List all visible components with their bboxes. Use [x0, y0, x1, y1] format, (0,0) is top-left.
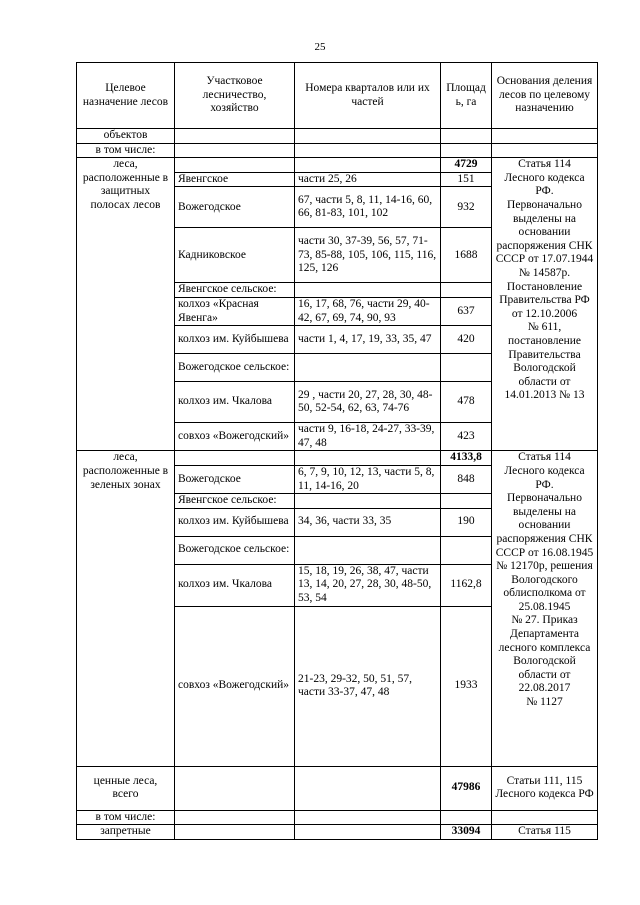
- area-cell: [441, 354, 492, 382]
- header-area: Площадь, га: [441, 63, 492, 129]
- forestry-cell: Явенгское сельское:: [175, 283, 295, 298]
- quarters-cell: части 1, 4, 17, 19, 33, 35, 47: [295, 326, 441, 354]
- protective-basis: Статья 114 Лесного кодекса РФ. Первоначально выделены на основании распоряжения СНК СССР от 17.07.1944 № 14587р. Постановление Правительства РФ от 12.10.2006 № 611, постановление Правительства Вологодской области от 14.01.2013 № 13: [492, 158, 598, 451]
- table-row: [77, 810, 598, 825]
- header-purpose: Целевое назначение лесов: [77, 63, 175, 129]
- forestry-cell: Явенгское сельское:: [175, 494, 295, 509]
- quarters-cell: 15, 18, 19, 26, 38, 47, части 13, 14, 20, 27, 28, 30, 48-50, 53, 54: [295, 564, 441, 606]
- area-cell: 478: [441, 382, 492, 423]
- quarters-cell: 21-23, 29-32, 50, 51, 57, части 33-37, 47, 48: [295, 606, 441, 766]
- quarters-cell: 16, 17, 68, 76, части 29, 40-42, 67, 69, 74, 90, 93: [295, 297, 441, 325]
- quarters-cell: [295, 536, 441, 564]
- objects-label: объектов: [77, 129, 175, 144]
- quarters-cell: 29 , части 20, 27, 28, 30, 48-50, 52-54, 62, 63, 74-76: [295, 382, 441, 423]
- protective-total: 4729: [441, 158, 492, 173]
- valuable-basis: Статьи 111, 115 Лесного кодекса РФ: [492, 766, 598, 810]
- forestry-cell: Явенгское: [175, 172, 295, 187]
- header-quarters: Номера кварталов или их частей: [295, 63, 441, 129]
- area-cell: 932: [441, 187, 492, 228]
- table-row: [77, 766, 598, 810]
- area-cell: [441, 494, 492, 509]
- forestry-cell: колхоз им. Куйбышева: [175, 508, 295, 536]
- quarters-cell: части 30, 37-39, 56, 57, 71-73, 85-88, 105, 106, 115, 116, 125, 126: [295, 228, 441, 283]
- area-cell: [441, 536, 492, 564]
- valuable-total: 47986: [441, 766, 492, 810]
- table-row: [77, 451, 598, 466]
- quarters-cell: части 25, 26: [295, 172, 441, 187]
- protective-purpose: леса, расположенные в защитных полосах лесов: [77, 158, 175, 451]
- table-header-row: [77, 63, 598, 129]
- quarters-cell: 67, части 5, 8, 11, 14-16, 60, 66, 81-83, 101, 102: [295, 187, 441, 228]
- green-basis: Статья 114 Лесного кодекса РФ. Первоначально выделены на основании распоряжения СНК СССР от 16.08.1945 № 12170р, решения Вологодского облисполкома от 25.08.1945 № 27. Приказ Департамента лесного комплекса Вологодской области от 22.08.2017 № 1127: [492, 451, 598, 766]
- table-row: [77, 143, 598, 158]
- area-cell: 1162,8: [441, 564, 492, 606]
- including-label: в том числе:: [77, 143, 175, 158]
- forestry-cell: совхоз «Вожегодский»: [175, 606, 295, 766]
- quarters-cell: 34, 36, части 33, 35: [295, 508, 441, 536]
- area-cell: 190: [441, 508, 492, 536]
- forestry-cell: совхоз «Вожегодский»: [175, 423, 295, 451]
- area-cell: 420: [441, 326, 492, 354]
- forest-purpose-table: [76, 62, 598, 840]
- table-row: [77, 129, 598, 144]
- quarters-cell: [295, 354, 441, 382]
- forestry-cell: Кадниковское: [175, 228, 295, 283]
- prohibited-label: запретные: [77, 825, 175, 840]
- area-cell: 1933: [441, 606, 492, 766]
- area-cell: [441, 283, 492, 298]
- forestry-cell: Вожегодское: [175, 465, 295, 493]
- forestry-cell: Вожегодское сельское:: [175, 536, 295, 564]
- forestry-cell: Вожегодское сельское:: [175, 354, 295, 382]
- area-cell: 151: [441, 172, 492, 187]
- forestry-cell: колхоз им. Чкалова: [175, 564, 295, 606]
- table-row: [77, 158, 598, 173]
- area-cell: 1688: [441, 228, 492, 283]
- including-label-2: в том числе:: [77, 810, 175, 825]
- prohibited-area: 33094: [441, 825, 492, 840]
- quarters-cell: [295, 494, 441, 509]
- page-number: 25: [314, 41, 326, 53]
- green-purpose: леса, расположенные в зеленых зонах: [77, 451, 175, 766]
- area-cell: 848: [441, 465, 492, 493]
- header-basis: Основания деления лесов по целевому назначению: [492, 63, 598, 129]
- valuable-purpose: ценные леса, всего: [77, 766, 175, 810]
- area-cell: 637: [441, 297, 492, 325]
- header-forestry: Участковое лесничество, хозяйство: [175, 63, 295, 129]
- quarters-cell: части 9, 16-18, 24-27, 33-39, 47, 48: [295, 423, 441, 451]
- table-row: [77, 825, 598, 840]
- forestry-cell: колхоз «Красная Явенга»: [175, 297, 295, 325]
- forestry-cell: Вожегодское: [175, 187, 295, 228]
- quarters-cell: 6, 7, 9, 10, 12, 13, части 5, 8, 11, 14-16, 20: [295, 465, 441, 493]
- green-total: 4133,8: [441, 451, 492, 466]
- forestry-cell: колхоз им. Куйбышева: [175, 326, 295, 354]
- quarters-cell: [295, 283, 441, 298]
- area-cell: 423: [441, 423, 492, 451]
- forestry-cell: колхоз им. Чкалова: [175, 382, 295, 423]
- prohibited-basis: Статья 115: [492, 825, 598, 840]
